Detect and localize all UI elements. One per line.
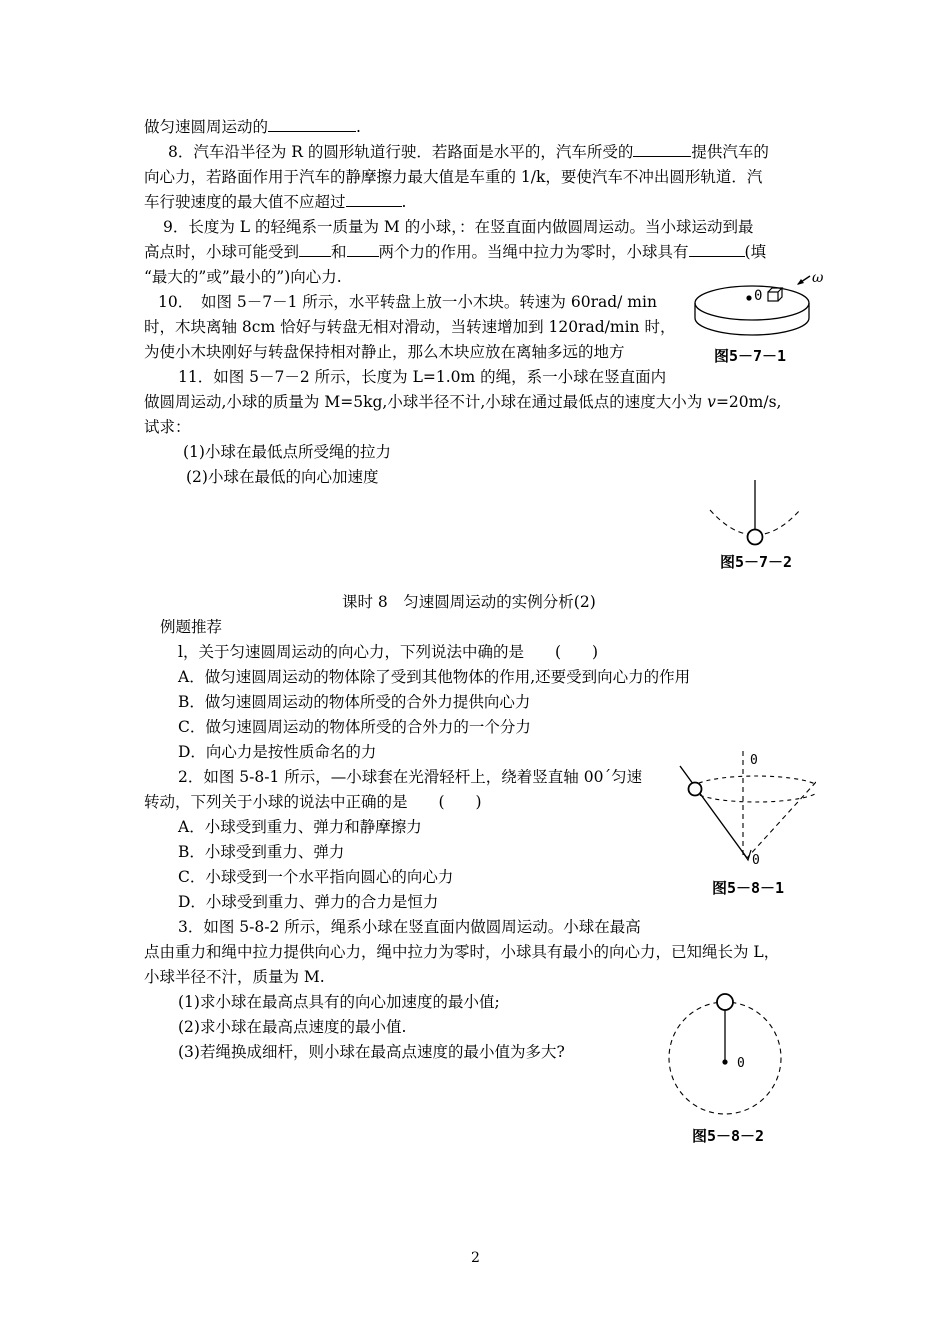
ball xyxy=(717,994,733,1010)
option: B．小球受到重力、弹力 xyxy=(178,843,345,861)
rod xyxy=(680,766,747,858)
turntable-top xyxy=(695,286,809,320)
text-line: 时，木块离轴 8cm 恰好与转盘无相对滑动，当转速增加到 120rad/min 时， xyxy=(144,318,676,336)
sub-question: (2)小球在最低的向心加速度 xyxy=(186,468,379,486)
question-3: 3．如图 5-8-2 所示，绳系小球在竖直面内做圆周运动。小球在最高 xyxy=(178,918,641,936)
variable: v xyxy=(707,393,716,411)
question-10: 10． 如图 5－7－1 所示，水平转盘上放一小木块。转速为 60rad/ min xyxy=(158,293,657,311)
heading: 例题推荐 xyxy=(160,618,223,636)
axis-bottom-label: 0 xyxy=(752,853,760,868)
text-line: 为使小木块刚好与转盘保持相对静止，那么木块应放在离轴多远的地方 xyxy=(144,343,625,361)
text: =20m/s, xyxy=(715,393,782,411)
question-2: 2．如图 5-8-1 所示，—小球套在光滑轻杆上，绕着竖直轴 00´匀速 xyxy=(178,768,643,786)
axis-dot xyxy=(746,295,751,300)
text-line xyxy=(144,391,781,413)
option: D．小球受到重力、弹力的合力是恒力 xyxy=(178,893,439,911)
text-line xyxy=(144,116,361,138)
figure-caption: 图5－7－2 xyxy=(720,553,793,571)
text: 和 xyxy=(331,243,347,261)
axis-label: 0 xyxy=(754,288,763,304)
pendulum-figure xyxy=(706,478,806,550)
rotation-arrow-icon xyxy=(797,276,810,285)
option: A．小球受到重力、弹力和静摩擦力 xyxy=(178,818,422,836)
vertical-circle-figure xyxy=(664,988,788,1120)
answer-blank xyxy=(268,116,356,132)
text-line xyxy=(144,241,766,263)
option: D．向心力是按性质命名的力 xyxy=(178,743,377,761)
question-9: 9．长度为 L 的轻绳系一质量为 M 的小球，：在竖直面内做圆周运动。当小球运动到最 xyxy=(163,218,754,236)
wood-block-icon xyxy=(768,288,782,301)
center-label: 0 xyxy=(737,1056,745,1071)
sub-question: (3)若绳换成细杆，则小球在最高点速度的最小值为多大? xyxy=(178,1043,565,1061)
option: A．做匀速圆周运动的物体除了受到其他物体的作用,还要受到向心力的作用 xyxy=(178,668,691,686)
sub-question: (2)求小球在最高点速度的最小值. xyxy=(178,1018,407,1036)
text-line xyxy=(144,191,406,213)
figure-caption: 图5－8－2 xyxy=(692,1127,765,1145)
question-11: 11．如图 5－7－2 所示，长度为 L=1.0m 的绳，系一小球在竖直面内 xyxy=(178,368,667,386)
text: . xyxy=(356,118,361,136)
text-line: 向心力，若路面作用于汽车的静摩擦力最大值是车重的 1/k，要使汽车不冲出圆形轨道．汽 xyxy=(144,168,763,186)
center-dot xyxy=(722,1059,727,1064)
text-line: 试求： xyxy=(144,418,191,436)
turntable-figure xyxy=(686,272,836,342)
section-title: 课时 8 匀速圆周运动的实例分析(2) xyxy=(342,593,596,611)
ring-ball xyxy=(689,783,702,796)
option: B．做匀速圆周运动的物体所受的合外力提供向心力 xyxy=(178,693,531,711)
text: 做圆周运动,小球的质量为 M=5kg,小球半径不计,小球在通过最低点的速度大小为 xyxy=(144,393,708,411)
text: . xyxy=(401,193,407,211)
omega-label: ω xyxy=(812,272,824,286)
text: 高点时，小球可能受到 xyxy=(144,243,300,261)
ball xyxy=(748,530,763,545)
sub-question: (1)小球在最低点所受绳的拉力 xyxy=(183,443,391,461)
figure-caption: 图5－8－1 xyxy=(712,879,785,897)
text: 两个力的作用。当绳中拉力为零时，小球具有 xyxy=(378,243,689,261)
text-line: 小球半径不汁，质量为 M. xyxy=(144,968,325,986)
option: C．小球受到一个水平指向圆心的向心力 xyxy=(178,868,454,886)
answer-blank xyxy=(299,241,331,257)
cone-rod-figure xyxy=(676,748,816,872)
answer-blank xyxy=(346,191,402,207)
text-line: “最大的”或”最小的”)向心力. xyxy=(144,268,342,286)
text: 做匀速圆周运动的 xyxy=(144,118,269,136)
text: (填 xyxy=(744,243,767,261)
text-line: 转动，下列关于小球的说法中正确的是 ( ) xyxy=(144,793,482,811)
question-1: l，关于匀速圆周运动的向心力，下列说法中确的是 ( ) xyxy=(178,643,599,661)
answer-blank xyxy=(689,241,745,257)
answer-blank xyxy=(347,241,379,257)
text: 车行驶速度的最大值不应超过 xyxy=(144,193,346,211)
text: 8．汽车沿半径为 R 的圆形轨道行驶．若路面是水平的，汽车所受的 xyxy=(168,143,634,161)
page-number: 2 xyxy=(471,1250,480,1266)
sub-question: (1)求小球在最高点具有的向心加速度的最小值; xyxy=(178,993,500,1011)
text-line: 点由重力和绳中拉力提供向心力，绳中拉力为零时，小球具有最小的向心力，已知绳长为 L， xyxy=(144,943,780,961)
rotation-circle xyxy=(692,776,816,802)
turntable-side xyxy=(695,303,809,335)
figure-caption: 图5－7－1 xyxy=(714,347,787,365)
option: C．做匀速圆周运动的物体所受的合外力的一个分力 xyxy=(178,718,531,736)
cone-edge xyxy=(747,782,816,858)
axis-top-label: 0 xyxy=(750,753,758,768)
answer-blank xyxy=(633,141,691,157)
text: 提供汽车的 xyxy=(691,143,769,161)
question-8 xyxy=(168,141,769,163)
